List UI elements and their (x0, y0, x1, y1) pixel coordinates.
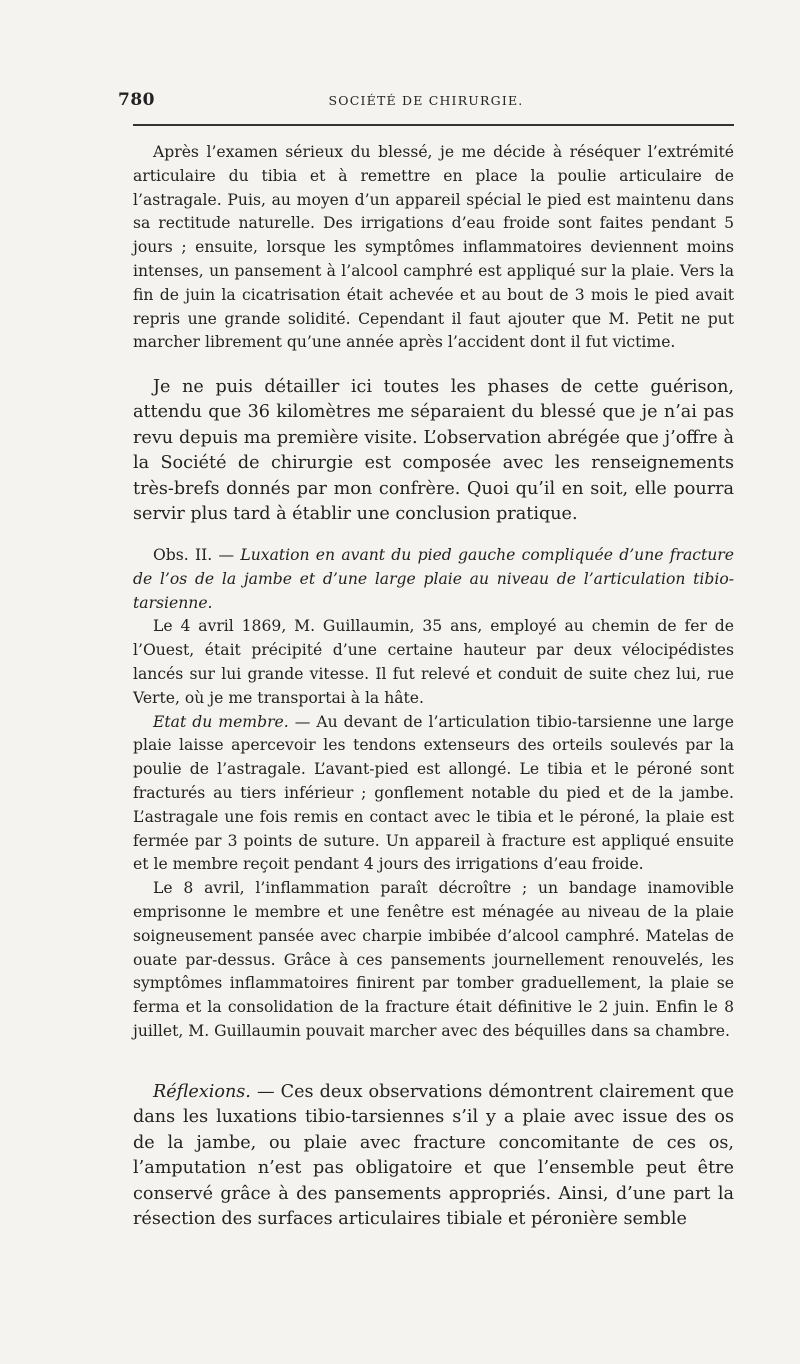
body-block-1 (133, 141, 734, 355)
page-header (118, 90, 734, 112)
reflexions-text: — Ces deux observations démontrent clairement que dans les luxations tibio-tarsiennes s’il y a plaie avec issue des os de la jambe, ou plaie avec fracture concomitante de ces os, l’amputation n’est pas obligatoire et que l’ensemble peut être conservé grâce à des pansements appropriés. Ainsi, d’une part la résection des surfaces articulaires tibiale et péronière semble (133, 1082, 734, 1230)
reflexions-label: Réflexions. (153, 1082, 251, 1102)
running-title: SOCIÉTÉ DE CHIRURGIE. (328, 93, 524, 108)
body-block-4 (133, 1080, 734, 1232)
paragraph-resection: Après l’examen sérieux du blessé, je me décide à réséquer l’extrémité articulaire du tibia et à remettre en place la poulie articulaire de l’astragale. Puis, au moyen d’un appareil spécial le pied est maintenu dans sa rectitude naturelle. Des irrigations d’eau froide sont faites pendant 5 jours ; ensuite, lorsque les symptômes inflammatoires deviennent moins intenses, un pansement à l’alcool camphré est appliqué sur la plaie. Vers la fin de juin la cicatrisation était achevée et au bout de 3 mois le pied avait repris une grande solidité. Cependant il faut ajouter que M. Petit ne put marcher librement qu’une année après l’accident dont il fut victime. (133, 143, 734, 352)
paragraph-traitement: Le 8 avril, l’inflammation paraît décroître ; un bandage inamovible emprisonne le membre et une fenêtre est ménagée au niveau de la plaie soigneusement pansée avec charpie imbibée d’alcool camphré. Matelas de ouate par-dessus. Grâce à ces pansements journellement renouvelés, les symptômes inflammatoires finirent par tomber graduellement, la plaie se ferma et la consolidation de la fracture était définitive le 2 juin. Enfin le 8 juillet, M. Guillaumin pouvait marcher avec des béquilles dans sa chambre. (133, 879, 734, 1040)
body-block-2 (133, 375, 734, 527)
etat-label: Etat du membre. (153, 712, 289, 731)
body-block-3 (133, 544, 734, 1044)
paragraph-guerison: Je ne puis détailler ici toutes les phases de cette guérison, attendu que 36 kilomètres me séparaient du blessé que je n’ai pas revu depuis ma première visite. L’observation abrégée que j’offre à la Société de chirurgie est composée avec les renseignements très-brefs donnés par mon confrère. Quoi qu’il en soit, elle pourra servir plus tard à établir une conclusion pratique. (133, 377, 734, 525)
observation-label: Obs. II. — (153, 546, 241, 564)
observation-title: Luxation en avant du pied gauche compliquée d’une fracture de l’os de la jambe et d’une large plaie au niveau de l’articulation tibio-tarsienne. (133, 546, 734, 612)
header-rule (133, 124, 734, 126)
observation-heading (133, 544, 734, 615)
etat-text: — Au devant de l’articulation tibio-tarsienne une large plaie laisse apercevoir les tendons extenseurs des orteils soulevés par la poulie de l’astragale. L’avant-pied est allongé. Le tibia et le péroné sont fracturés au tiers inférieur ; gonflement notable du pied et de la jambe. L’astragale une fois remis en contact avec le tibia et le péroné, la plaie est fermée par 3 points de suture. Un appareil à fracture est appliqué ensuite et le membre reçoit pendant 4 jours des irrigations d’eau froide. (133, 712, 734, 874)
paragraph-accident: Le 4 avril 1869, M. Guillaumin, 35 ans, employé au chemin de fer de l’Ouest, était précipité d’une certaine hauteur par deux vélocipédistes lancés sur lui grande vitesse. Il fut relevé et conduit de suite chez lui, rue Verte, où je me transportai à la hâte. (133, 617, 734, 707)
page-number: 780 (118, 90, 155, 110)
paragraph-etat-membre (133, 711, 734, 878)
paragraph-reflexions (133, 1080, 734, 1232)
